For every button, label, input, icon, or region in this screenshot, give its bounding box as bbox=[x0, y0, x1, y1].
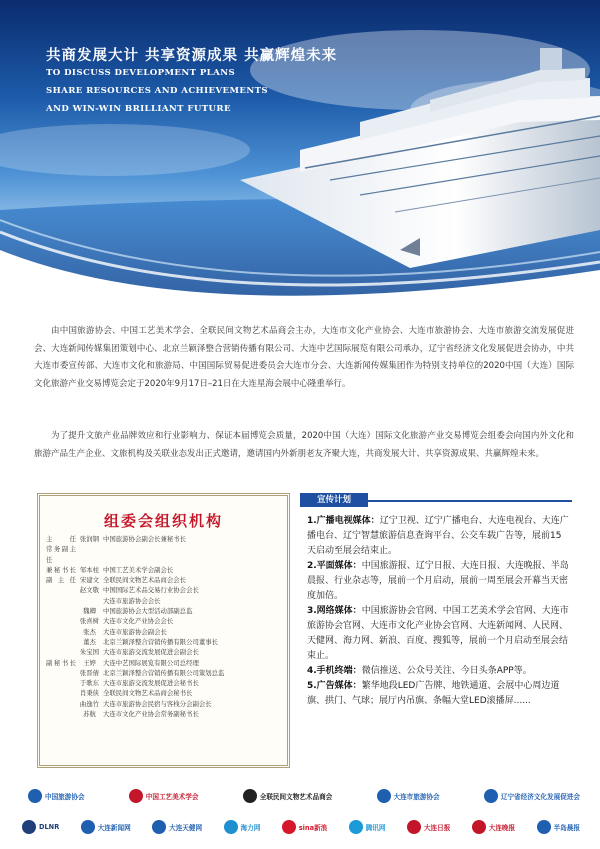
emblem-icon bbox=[484, 789, 498, 803]
publicity-item: 2.平面媒体：中国旅游报、辽宁日报、大连日报、大连晚报、半岛晨报、行业杂志等，展前一个月启动，展前一周至展会开幕当天密度加倍。 bbox=[307, 561, 569, 601]
logo-label: 辽宁省经济文化发展促进会 bbox=[500, 793, 580, 801]
organizer-logo bbox=[28, 789, 85, 803]
media-logo bbox=[81, 820, 131, 834]
committee-member-row: 董杰 北京兰颖泽整合营销传播有限公司董事长 bbox=[83, 637, 219, 646]
emblem-icon bbox=[152, 820, 166, 834]
logo-label: sina新浪 bbox=[298, 824, 328, 832]
organizing-committee-panel bbox=[37, 493, 290, 768]
committee-member-row: 赵文敬 中国国际艺术品交易行业协会会长 bbox=[79, 586, 199, 595]
organizer-logo bbox=[484, 789, 580, 803]
emblem-icon bbox=[282, 820, 296, 834]
committee-member-row: 主任 张润钢 中国旅游协会副会长兼秘书长 bbox=[46, 535, 187, 543]
organizer-logo bbox=[377, 789, 440, 803]
committee-member-row: 肖秉侠 全联民间文物艺术品商会秘书长 bbox=[79, 689, 193, 698]
emblem-icon bbox=[407, 820, 421, 834]
committee-member-row: 朱宝国 大连市旅游交流发展促进会副会长 bbox=[79, 648, 199, 657]
committee-member-row: 张喜树 大连市文化产业协会会长 bbox=[79, 617, 174, 626]
organizer-logo bbox=[129, 789, 199, 803]
emblem-icon bbox=[129, 789, 143, 803]
publicity-item: 3.网络媒体：中国旅游协会官网、中国工艺美术学会官网、大连市旅游协会官网、大连市文化产业协会官网、大连新闻网、人民网、天健网、海力网、新浪、百度、搜狐等，展前一个月启动至展会结束止。 bbox=[307, 606, 569, 661]
media-logo bbox=[224, 820, 261, 834]
logo-label: 中国工艺美术学会 bbox=[145, 793, 199, 801]
committee-member-list bbox=[46, 534, 286, 719]
media-logo bbox=[349, 820, 386, 834]
media-logo bbox=[22, 820, 59, 834]
organizing-committee-title: 组委会组织机构 bbox=[103, 512, 223, 530]
committee-member-row: 大连市旅游协会会长 bbox=[103, 596, 161, 605]
committee-member-row: 副秘书长 王婷 大连中艺国际展览有限公司总经理 bbox=[46, 658, 199, 667]
committee-member-row: 张杰 大连市旅游协会副会长 bbox=[83, 627, 167, 636]
emblem-icon bbox=[537, 820, 551, 834]
logo-label: 全联民间文物艺术品商会 bbox=[259, 793, 333, 801]
emblem-icon bbox=[224, 820, 238, 834]
intro-paragraph-2: 为了提升文旅产业品牌效应和行业影响力、保证本届博览会质量，2020中国（大连）国际文化旅游产业交易博览会组委会向国内外文化和旅游产品生产企业、文旅机构及关联业态发出正式邀请，邀请国内外新朋老友齐聚大连，共商发展大计、共享资源成果、共赢辉煌未来。 bbox=[34, 431, 574, 459]
committee-member-row: 曲逸竹 大连市旅游协会民宿与客栈分会副会长 bbox=[79, 699, 212, 708]
committee-member-row: 于歌东 大连市旅游交流发展促进会秘书长 bbox=[79, 679, 199, 688]
publicity-plan-list bbox=[307, 514, 569, 709]
intro-paragraph-1: 由中国旅游协会、中国工艺美术学会、全联民间文物艺术品商会主办，大连市文化产业协会、大连市旅游协会、大连市旅游交流发展促进会、大连新闻传媒集团策划中心、北京兰颖泽整合营销传播有限公司、大连中艺国际展览有限公司承办，辽宁省经济文化发展促进会协办，中共大连市委宣传部、大连市文化和旅游局、中国国际贸易促进委员会大连市分会、大连新闻传媒集团作为特别支持单位的2020中国（大连）国际文化旅游产业交易博览会定于2020年9月17日–21日在大连星海会展中心隆重举行。 bbox=[34, 326, 574, 389]
media-logo bbox=[407, 820, 450, 834]
emblem-icon bbox=[349, 820, 363, 834]
logo-label: 大连日报 bbox=[423, 824, 451, 832]
committee-member-row: 常务副主任 bbox=[46, 545, 76, 564]
logo-label: 大连天健网 bbox=[169, 824, 203, 832]
emblem-icon bbox=[81, 820, 95, 834]
committee-member-row: 苏航 大连市文化产业协会常务副秘书长 bbox=[83, 710, 199, 719]
publicity-item: 4.手机终端：微信推送、公众号关注、今日头条APP等。 bbox=[307, 666, 532, 676]
logo-label: 半岛晨报 bbox=[553, 824, 580, 832]
slogan-english-line-1: TO DISCUSS DEVELOPMENT PLANS bbox=[46, 68, 236, 78]
publicity-plan-header: 宣传计划 bbox=[300, 493, 368, 507]
logo-label: DLNR bbox=[39, 823, 60, 831]
logo-label: 大连晚报 bbox=[488, 824, 516, 832]
organizer-logo-row bbox=[28, 786, 580, 806]
emblem-icon bbox=[472, 820, 486, 834]
logo-label: 中国旅游协会 bbox=[45, 793, 85, 801]
publicity-header-divider bbox=[368, 500, 572, 502]
publicity-item: 5.广告媒体：繁华地段LED广告牌、地铁通道、会展中心周边道旗、拱门、气球；展厅内吊旗、条幅大堂LED滚播屏...... bbox=[307, 681, 560, 706]
organizer-logo bbox=[243, 789, 333, 803]
slogan-english-line-2: SHARE RESOURCES AND ACHIEVEMENTS bbox=[46, 86, 268, 96]
hero-banner bbox=[0, 0, 600, 318]
emblem-icon bbox=[377, 789, 391, 803]
logo-label: 大连新闻网 bbox=[97, 824, 131, 832]
logo-label: 腾讯网 bbox=[365, 824, 386, 832]
media-logo-row bbox=[22, 816, 580, 838]
logo-label: 大连市旅游协会 bbox=[393, 793, 440, 801]
committee-member-row: 兼秘书长 邹本柱 中国工艺美术学会副会长 bbox=[46, 565, 174, 574]
logo-label: 海力网 bbox=[240, 824, 261, 832]
media-logo bbox=[472, 820, 515, 834]
media-logo bbox=[537, 820, 580, 834]
committee-member-row: 张晋倩 北京兰颖泽整合营销传播有限公司策划总监 bbox=[79, 668, 225, 677]
slogan-chinese: 共商发展大计 共享资源成果 共赢辉煌未来 bbox=[46, 47, 338, 64]
emblem-icon bbox=[22, 820, 36, 834]
committee-member-row: 魏卿 中国旅游协会大型活动部副总监 bbox=[83, 607, 193, 616]
slogan-english-line-3: AND WIN-WIN BRILLIANT FUTURE bbox=[46, 104, 231, 114]
emblem-icon bbox=[243, 789, 257, 803]
committee-member-row: 副主任 宋建文 全联民间文物艺术品商会会长 bbox=[46, 576, 187, 585]
media-logo bbox=[282, 820, 328, 834]
emblem-icon bbox=[28, 789, 42, 803]
publicity-item: 1.广播电视媒体：辽宁卫视、辽宁广播电台、大连电视台、大连广播电台、辽宁智慧旅游信息查询平台、公交车载广告等，展前15天启动至展会结束止。 bbox=[307, 516, 569, 556]
media-logo bbox=[152, 820, 202, 834]
